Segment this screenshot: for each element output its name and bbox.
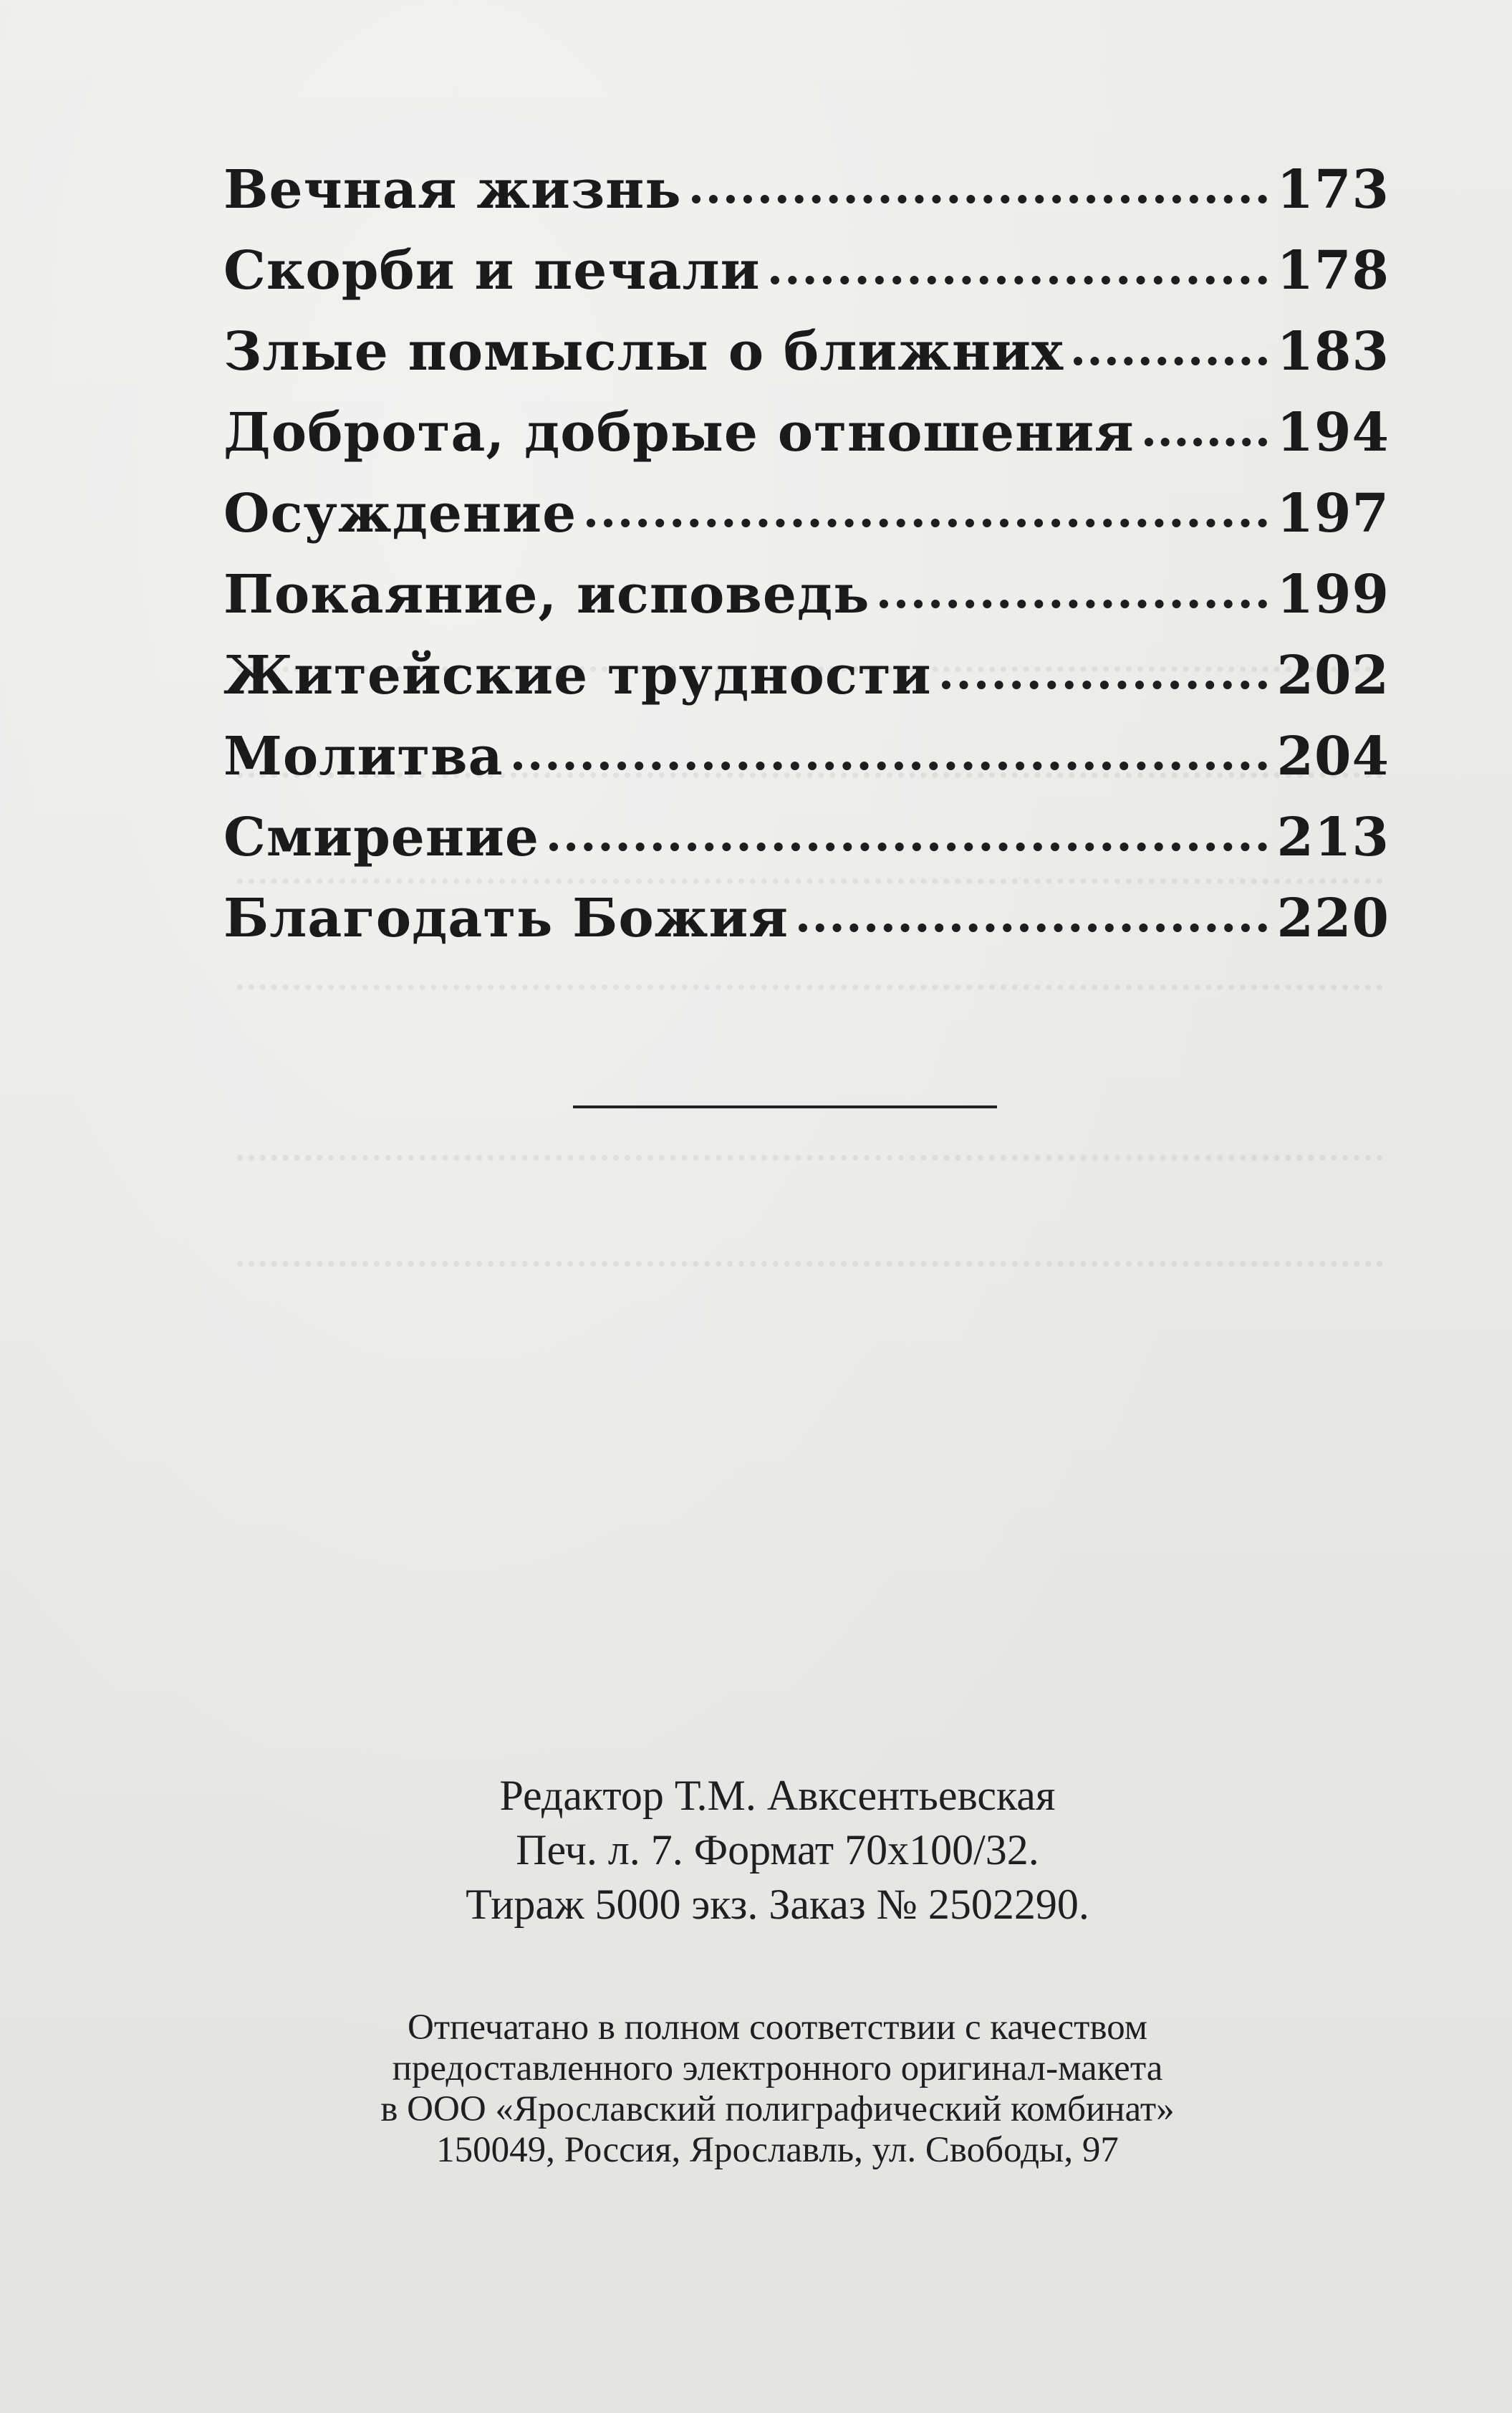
printer-line: в ООО «Ярославский полиграфический комбинат» — [380, 2089, 1175, 2129]
printer-line: предоставленного электронного оригинал-макета — [392, 2048, 1163, 2088]
toc-leader-dots — [514, 762, 1267, 770]
toc-entry-page: 183 — [1276, 321, 1390, 383]
toc-entry-page: 199 — [1276, 564, 1390, 625]
printer-info-block — [0, 2007, 1512, 2171]
toc-entry-title: Осуждение — [223, 483, 577, 545]
toc-leader-dots — [549, 843, 1267, 851]
toc-entry-title: Молитва — [223, 726, 504, 787]
section-divider-line — [573, 1105, 997, 1108]
toc-entry — [223, 807, 1390, 888]
toc-leader-dots — [771, 276, 1267, 284]
toc-entry — [223, 645, 1390, 726]
toc-entry — [223, 159, 1390, 240]
toc-entry-title: Злые помыслы о ближних — [223, 321, 1064, 383]
table-of-contents — [223, 159, 1390, 969]
toc-entry-title: Благодать Божия — [223, 888, 789, 949]
toc-entry-title: Скорби и печали — [223, 240, 761, 302]
toc-leader-dots — [799, 924, 1266, 932]
toc-leader-dots — [1145, 438, 1267, 446]
toc-entry — [223, 321, 1390, 402]
imprint-run: Тираж 5000 экз. Заказ № 2502290. — [466, 1881, 1089, 1928]
imprint-editor: Редактор Т.М. Авксентьевская — [499, 1772, 1056, 1819]
printer-line: Отпечатано в полном соответствии с качеством — [408, 2007, 1147, 2048]
toc-entry-title: Покаяние, исповедь — [223, 564, 870, 625]
toc-leader-dots — [942, 681, 1267, 689]
toc-entry-page: 202 — [1276, 645, 1390, 706]
toc-entry — [223, 564, 1390, 645]
toc-leader-dots — [587, 519, 1266, 527]
toc-leader-dots — [692, 195, 1267, 203]
printer-address: 150049, Россия, Ярославль, ул. Свободы, 97 — [436, 2130, 1119, 2170]
toc-entry — [223, 402, 1390, 483]
toc-entry-title: Житейские трудности — [223, 645, 932, 706]
imprint-format: Печ. л. 7. Формат 70х100/32. — [516, 1826, 1039, 1874]
toc-entry-page: 178 — [1276, 240, 1390, 302]
toc-entry-page: 194 — [1276, 402, 1390, 464]
toc-entry-page: 173 — [1276, 159, 1390, 221]
toc-entry — [223, 240, 1390, 321]
toc-entry — [223, 726, 1390, 807]
toc-entry-page: 213 — [1276, 807, 1390, 868]
toc-leader-dots — [1074, 357, 1266, 365]
toc-entry-title: Смирение — [223, 807, 540, 868]
toc-entry-title: Вечная жизнь — [223, 159, 682, 221]
toc-leader-dots — [880, 600, 1266, 608]
imprint-block — [0, 1768, 1512, 1932]
toc-entry-title: Доброта, добрые отношения — [223, 402, 1135, 464]
toc-entry-page: 204 — [1276, 726, 1390, 787]
toc-entry — [223, 483, 1390, 564]
toc-entry — [223, 888, 1390, 969]
toc-entry-page: 197 — [1276, 483, 1390, 545]
toc-entry-page: 220 — [1276, 888, 1390, 949]
